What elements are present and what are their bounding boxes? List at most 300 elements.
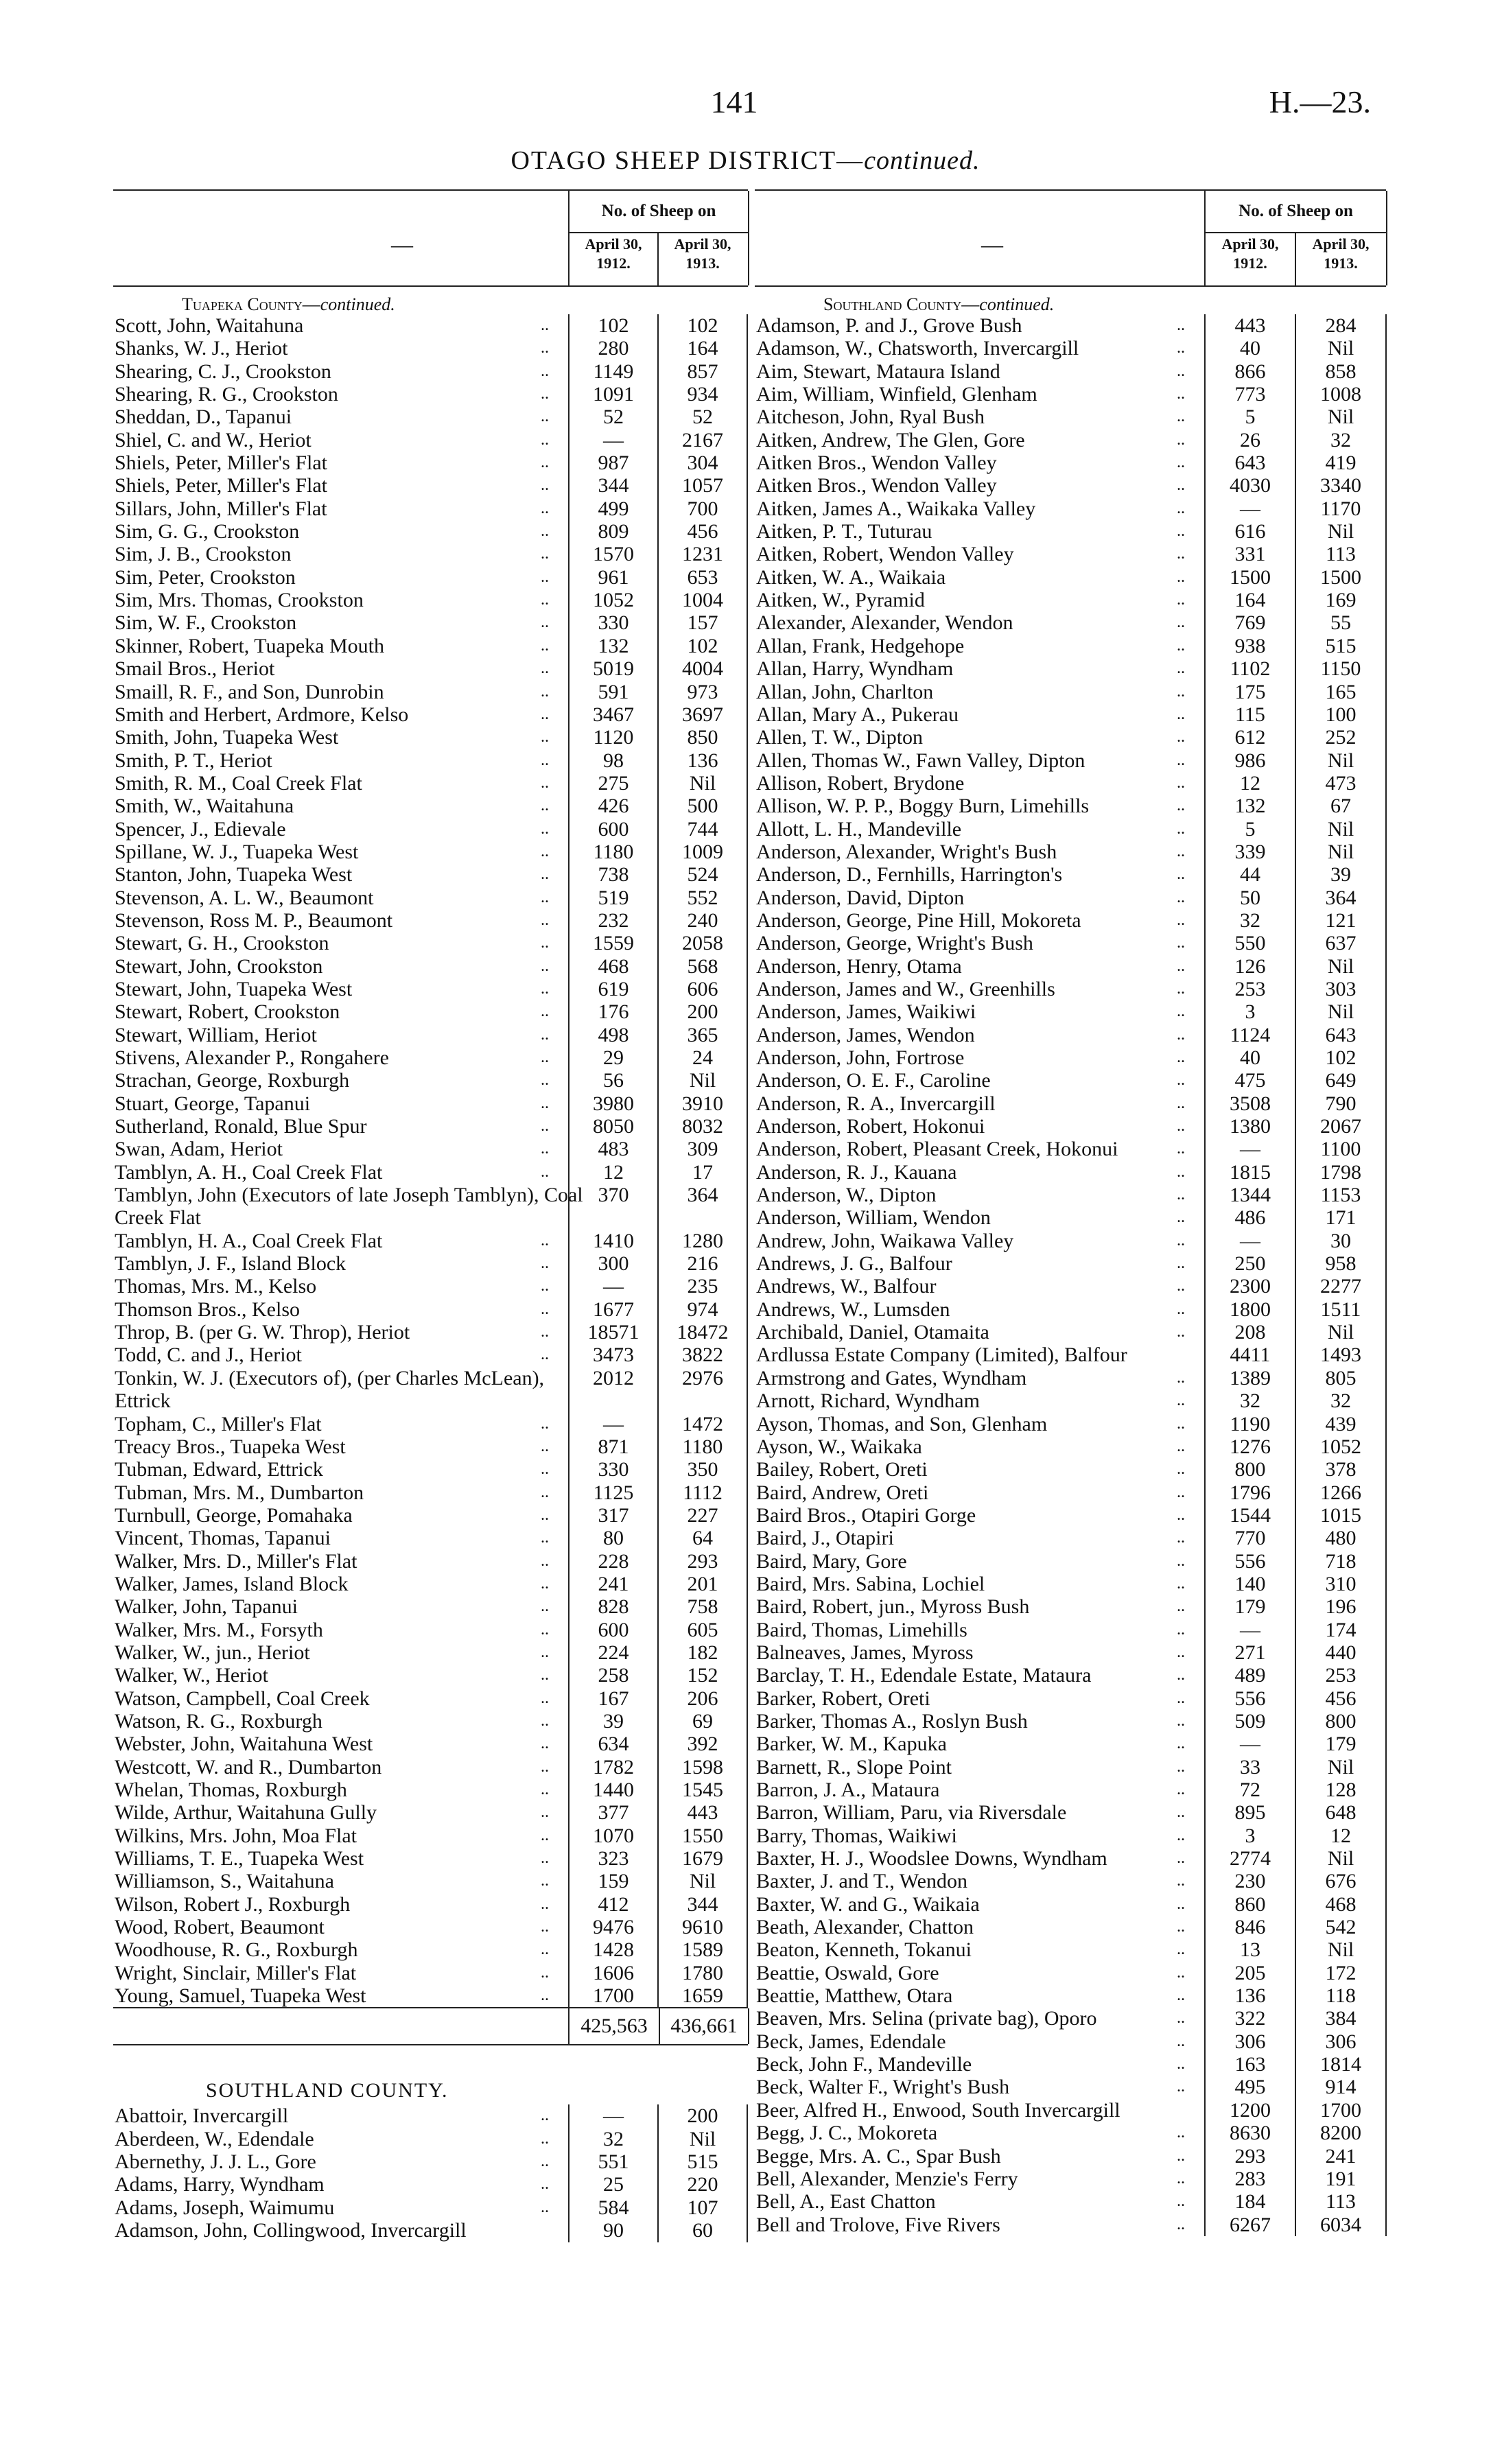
table-row <box>755 1321 1386 1344</box>
group-title: No. of Sheep on <box>1206 191 1386 233</box>
leader-dots: .. <box>1177 1094 1185 1112</box>
table-row <box>755 1756 1386 1779</box>
sheep-1913: 241 <box>1295 2145 1387 2168</box>
leader-dots: .. <box>1177 1277 1185 1295</box>
owner-name: Aberdeen, W., Edendale <box>115 2127 314 2150</box>
sheep-1912: 866 <box>1204 360 1295 383</box>
sheep-1912: 330 <box>568 1458 657 1481</box>
leader-dots: .. <box>541 705 549 723</box>
sheep-1913: Nil <box>1295 749 1387 772</box>
sheep-1913: 39 <box>1295 863 1387 886</box>
sheep-1912: 1428 <box>568 1938 657 1961</box>
owner-name: Barclay, T. H., Edendale Estate, Mataura <box>756 1664 1092 1687</box>
leader-dots: .. <box>1177 1963 1185 1982</box>
sheep-1913: 206 <box>657 1687 748 1710</box>
leader-dots: .. <box>541 430 549 449</box>
sheep-1913: Nil <box>1295 1321 1387 1344</box>
sheep-1912: 3508 <box>1204 1092 1295 1115</box>
owner-name: Andrews, W., Balfour <box>756 1275 937 1298</box>
table-row <box>755 1184 1386 1206</box>
table-row <box>755 1847 1386 1870</box>
sheep-1913: 605 <box>657 1619 748 1641</box>
table-row <box>755 1664 1386 1687</box>
owner-name: Stewart, G. H., Crookston <box>115 932 329 955</box>
sheep-1913: 1057 <box>657 474 748 497</box>
sheep-1912: 556 <box>1204 1550 1295 1573</box>
sheep-1912: 32 <box>568 2128 657 2150</box>
sheep-1913: 515 <box>657 2150 748 2173</box>
sheep-1913: 1500 <box>1295 566 1387 589</box>
table-row <box>113 703 748 726</box>
sheep-1913: 24 <box>657 1046 748 1069</box>
table-row <box>113 474 748 497</box>
section-heading <box>113 287 748 314</box>
table-row <box>755 2053 1386 2076</box>
sheep-1913: 344 <box>657 1893 748 1916</box>
leader-dots: .. <box>541 522 549 541</box>
table-row <box>113 2150 748 2173</box>
sheep-1912: 1677 <box>568 1298 657 1321</box>
table-row <box>113 497 748 520</box>
sheep-1912: 159 <box>568 1870 657 1892</box>
table-row <box>113 1619 748 1641</box>
owner-name: Topham, C., Miller's Flat <box>115 1412 322 1435</box>
sheep-1913: 32 <box>1295 1389 1387 1412</box>
sheep-1912: 486 <box>1204 1206 1295 1229</box>
owner-name: Smith, P. T., Heriot <box>115 749 272 772</box>
leader-dots: .. <box>1177 682 1185 701</box>
owner-name: Begge, Mrs. A. C., Spar Bush <box>756 2144 1001 2168</box>
sheep-1912: 1559 <box>568 932 657 954</box>
sheep-1913: 171 <box>1295 1206 1387 1229</box>
sheep-1912: 3467 <box>568 703 657 726</box>
sheep-1913: 700 <box>657 497 748 520</box>
table-row <box>755 1527 1386 1549</box>
sheep-1913: 118 <box>1295 1984 1387 2007</box>
leader-dots: .. <box>1177 591 1185 609</box>
leader-dots: .. <box>1177 339 1185 357</box>
owner-name: Tamblyn, J. F., Island Block <box>115 1252 347 1276</box>
sheep-1913: 32 <box>1295 429 1387 451</box>
sheep-1912: 339 <box>1204 841 1295 863</box>
leader-dots: .. <box>541 1781 549 1798</box>
leader-dots: .. <box>541 476 549 495</box>
table-row <box>113 1275 748 1298</box>
owner-name: Smith, John, Tuapeka West <box>115 726 339 749</box>
sheep-1912: 306 <box>1204 2030 1295 2053</box>
sheep-1912: 136 <box>1204 1984 1295 2007</box>
sheep-1913: 309 <box>657 1138 748 1160</box>
sheep-1912: 12 <box>1204 772 1295 795</box>
sheep-1913: 113 <box>1295 543 1387 565</box>
sheep-1913: Nil <box>1295 520 1387 543</box>
sheep-1912: 1102 <box>1204 657 1295 680</box>
owner-name: Balneaves, James, Myross <box>756 1641 974 1664</box>
table-row <box>113 383 748 406</box>
table-row <box>113 1893 748 1916</box>
leader-dots: .. <box>1177 2009 1185 2028</box>
right-table-body <box>755 287 1386 2236</box>
leader-dots: .. <box>1177 842 1185 860</box>
sheep-1912: 322 <box>1204 2007 1295 2030</box>
leader-dots: .. <box>541 1574 549 1593</box>
leader-dots: .. <box>541 1505 549 1524</box>
owner-name: Adamson, P. and J., Grove Bush <box>756 314 1022 337</box>
leader-dots: .. <box>1177 1803 1185 1822</box>
col-1913: April 30, 1913. <box>1312 235 1370 272</box>
owner-name: Spillane, W. J., Tuapeka West <box>115 840 359 863</box>
sheep-1912: 258 <box>568 1664 657 1687</box>
sheep-1912: 6267 <box>1204 2214 1295 2236</box>
sheep-1912: 773 <box>1204 383 1295 406</box>
table-row <box>113 1687 748 1710</box>
sheep-1912: — <box>1204 1230 1295 1252</box>
sheep-1913: 914 <box>1295 2076 1387 2098</box>
sheep-1912: 163 <box>1204 2053 1295 2076</box>
owner-name: Barker, Robert, Oreti <box>756 1687 930 1710</box>
table-row <box>755 2214 1386 2236</box>
owner-name: Treacy Bros., Tuapeka West <box>115 1435 346 1458</box>
owner-name: Shiels, Peter, Miller's Flat <box>115 451 328 475</box>
leader-dots: .. <box>1177 1162 1185 1181</box>
owner-name: Bailey, Robert, Oreti <box>756 1458 928 1481</box>
table-row <box>755 1024 1386 1046</box>
owner-name: Beattie, Oswald, Gore <box>756 1961 939 1984</box>
table-row <box>755 2145 1386 2168</box>
sheep-1913: 1472 <box>657 1413 748 1435</box>
sheep-1913: 174 <box>1295 1619 1387 1641</box>
left-column <box>113 189 748 2242</box>
sheep-1913: 235 <box>657 1275 748 1298</box>
leader-dots: .. <box>1177 728 1185 747</box>
table-row <box>113 2128 748 2150</box>
sheep-1913: 3910 <box>657 1092 748 1115</box>
owner-name: Stewart, Robert, Crookston <box>115 1000 340 1024</box>
leader-dots: .. <box>541 797 549 815</box>
table-row <box>755 1870 1386 1892</box>
table-row <box>755 1069 1386 1092</box>
owner-name: Young, Samuel, Tuapeka West <box>115 1984 366 2008</box>
leader-dots: .. <box>541 1117 549 1136</box>
owner-name: Stevenson, A. L. W., Beaumont <box>115 886 374 909</box>
table-row <box>113 1847 748 1870</box>
sheep-1912: 468 <box>568 955 657 978</box>
header-dash: — <box>391 232 413 257</box>
owner-name: Walker, W., Heriot <box>115 1664 268 1687</box>
owner-name: Aim, Stewart, Mataura Island <box>756 360 1000 383</box>
owner-name: Baxter, J. and T., Wendon <box>756 1870 967 1893</box>
section-label: Southland County— <box>823 294 980 314</box>
title-continued: continued. <box>864 146 981 175</box>
sheep-1913: Nil <box>657 772 748 795</box>
owner-name: Swan, Adam, Heriot <box>115 1138 283 1161</box>
sheep-1913: Nil <box>1295 337 1387 360</box>
table-row <box>113 1595 748 1618</box>
table-row <box>755 1893 1386 1916</box>
owner-name: Allan, Mary A., Pukerau <box>756 703 959 726</box>
table-row <box>113 1321 748 1344</box>
sheep-1913: 60 <box>657 2219 748 2242</box>
sheep-1913: 201 <box>657 1573 748 1595</box>
sheep-1912: 938 <box>1204 635 1295 657</box>
leader-dots: .. <box>541 1300 549 1318</box>
owner-name: Baird Bros., Otapiri Gorge <box>756 1503 976 1527</box>
table-row <box>113 1801 748 1824</box>
sheep-1913: 637 <box>1295 932 1387 954</box>
sheep-1913: 1280 <box>657 1230 748 1252</box>
owner-name: Walker, James, Island Block <box>115 1572 349 1595</box>
leader-dots: .. <box>1177 1002 1185 1021</box>
sheep-1912: 283 <box>1204 2168 1295 2190</box>
leader-dots: .. <box>541 1986 549 2005</box>
owner-name: Anderson, Henry, Otama <box>756 954 962 978</box>
table-row <box>755 703 1386 726</box>
owner-name: Anderson, James and W., Greenhills <box>756 977 1055 1000</box>
leader-dots: .. <box>541 842 549 860</box>
leader-dots: .. <box>1177 2078 1185 2096</box>
sheep-1913: 364 <box>1295 887 1387 909</box>
table-row <box>113 1344 748 1366</box>
sheep-1912: 987 <box>568 451 657 474</box>
table-row <box>755 1550 1386 1573</box>
leader-dots: .. <box>541 1963 549 1982</box>
owner-name: Archibald, Daniel, Otamaita <box>756 1321 989 1344</box>
leader-dots: .. <box>541 499 549 517</box>
owner-name: Baird, J., Otapiri <box>756 1527 894 1550</box>
owner-name: Ayson, W., Waikaka <box>756 1435 922 1458</box>
owner-name: Woodhouse, R. G., Roxburgh <box>115 1938 358 1962</box>
sheep-1912: 1440 <box>568 1779 657 1801</box>
table-row <box>755 1733 1386 1755</box>
leader-dots: .. <box>541 728 549 747</box>
table-row <box>755 566 1386 589</box>
sheep-count-group <box>1204 191 1387 285</box>
leader-dots: .. <box>1177 2032 1185 2050</box>
sheep-1912: 52 <box>568 406 657 428</box>
sheep-1913: 172 <box>1295 1962 1387 1984</box>
table-row <box>755 383 1386 406</box>
leader-dots: .. <box>541 1529 549 1547</box>
sheep-1912: 551 <box>568 2150 657 2173</box>
leader-dots: .. <box>1177 1735 1185 1753</box>
leader-dots: .. <box>1177 911 1185 929</box>
owner-name: Wilde, Arthur, Waitahuna Gully <box>115 1801 377 1824</box>
sheep-1913: 1589 <box>657 1938 748 1961</box>
leader-dots: .. <box>541 2175 549 2194</box>
sheep-1912: 443 <box>1204 314 1295 337</box>
owner-name: Stuart, George, Tapanui <box>115 1092 311 1115</box>
sheep-1913: 102 <box>657 635 748 657</box>
sheep-1912: 39 <box>568 1710 657 1733</box>
table-row <box>113 1962 748 1984</box>
sheep-1912: 72 <box>1204 1779 1295 1801</box>
owner-name: Anderson, William, Wendon <box>756 1206 991 1230</box>
leader-dots: .. <box>541 567 549 586</box>
owner-name: Wright, Sinclair, Miller's Flat <box>115 1961 357 1984</box>
owner-name: Beaven, Mrs. Selina (private bag), Oporo <box>756 2007 1097 2030</box>
owner-name: Aitken, James A., Waikaka Valley <box>756 497 1036 520</box>
page-title <box>0 145 1491 176</box>
table-row <box>113 337 748 360</box>
leader-dots: .. <box>541 659 549 678</box>
sheep-1912: 519 <box>568 887 657 909</box>
table-row <box>113 406 748 428</box>
sheep-1913: 1814 <box>1295 2053 1387 2076</box>
table-row <box>755 1206 1386 1229</box>
table-header-right <box>755 189 1386 287</box>
owner-name: Adamson, W., Chatsworth, Invercargill <box>756 337 1079 360</box>
sheep-1912: 961 <box>568 566 657 589</box>
sheep-1912: 4030 <box>1204 474 1295 497</box>
leader-dots: .. <box>1177 1872 1185 1890</box>
owner-name: Barnett, R., Slope Point <box>756 1755 952 1779</box>
sheep-1913: 12 <box>1295 1824 1387 1847</box>
leader-dots: .. <box>541 1414 549 1433</box>
table-row <box>113 1710 748 1733</box>
owner-name: Arnott, Richard, Wyndham <box>756 1389 980 1413</box>
col-1913: April 30, 1913. <box>674 235 731 272</box>
sheep-1913: 169 <box>1295 589 1387 611</box>
table-row <box>113 611 748 634</box>
sheep-1913: 456 <box>1295 1687 1387 1710</box>
owner-name: Andrews, W., Lumsden <box>756 1298 950 1321</box>
leader-dots: .. <box>1177 1208 1185 1227</box>
sheep-1913: 858 <box>1295 360 1387 383</box>
owner-name: Andrew, John, Waikawa Valley <box>756 1229 1014 1252</box>
sheep-1913: Nil <box>1295 1847 1387 1870</box>
table-row <box>755 635 1386 657</box>
owner-name: Scott, John, Waitahuna <box>115 314 304 337</box>
sheep-1913: 606 <box>657 978 748 1000</box>
leader-dots: .. <box>1177 1437 1185 1455</box>
owner-name: Sheddan, D., Tapanui <box>115 406 292 429</box>
leader-dots: .. <box>541 1002 549 1021</box>
sheep-1912: 293 <box>1204 2145 1295 2168</box>
sheep-1913: 64 <box>657 1527 748 1549</box>
table-row <box>755 1138 1386 1160</box>
owner-name: Sim, Peter, Crookston <box>115 565 296 589</box>
sheep-1912: 228 <box>568 1550 657 1573</box>
leader-dots: .. <box>1177 865 1185 884</box>
leader-dots: .. <box>1177 1025 1185 1044</box>
document-code: H.—23. <box>1269 84 1371 119</box>
sheep-1912: 1796 <box>1204 1481 1295 1504</box>
sheep-1912: — <box>568 1413 657 1435</box>
leader-dots: .. <box>541 1254 549 1273</box>
leader-dots: .. <box>541 751 549 769</box>
leader-dots: .. <box>541 316 549 334</box>
sheep-1912: 90 <box>568 2219 657 2242</box>
sheep-1913: 3340 <box>1295 474 1387 497</box>
owner-name: Allan, Harry, Wyndham <box>756 657 954 681</box>
leader-dots: .. <box>541 1094 549 1112</box>
leader-dots: .. <box>541 2129 549 2148</box>
sheep-1912: 1200 <box>1204 2099 1295 2122</box>
sheep-1912: 275 <box>568 772 657 795</box>
table-row <box>755 1938 1386 1961</box>
table-row <box>755 1275 1386 1298</box>
leader-dots: .. <box>541 1025 549 1044</box>
sheep-1913: 1266 <box>1295 1481 1387 1504</box>
table-row <box>113 1115 748 1138</box>
owner-name: Walker, W., jun., Heriot <box>115 1641 310 1664</box>
owner-name: Stanton, John, Tuapeka West <box>115 863 353 887</box>
owner-name: Beck, Walter F., Wright's Bush <box>756 2076 1010 2099</box>
leader-dots: .. <box>1177 316 1185 334</box>
total-1912: 425,563 <box>568 2008 659 2044</box>
sheep-1912: 323 <box>568 1847 657 1870</box>
sheep-1913: 1511 <box>1295 1298 1387 1321</box>
owner-name: Allan, John, Charlton <box>756 680 934 703</box>
owner-name: Wood, Robert, Beaumont <box>115 1916 325 1939</box>
sheep-1913: 419 <box>1295 451 1387 474</box>
sheep-1912: 271 <box>1204 1641 1295 1664</box>
owner-name: Shearing, R. G., Crookston <box>115 383 338 406</box>
leader-dots: .. <box>541 1757 549 1776</box>
owner-name: Anderson, R. J., Kauana <box>756 1160 957 1184</box>
sheep-1912: 1276 <box>1204 1435 1295 1458</box>
sheep-1913: 1052 <box>1295 1435 1387 1458</box>
sheep-1912: 25 <box>568 2173 657 2196</box>
leader-dots: .. <box>541 1849 549 1868</box>
leader-dots: .. <box>1177 1048 1185 1066</box>
leader-dots: .. <box>541 408 549 426</box>
sheep-1913: 1700 <box>1295 2099 1387 2122</box>
leader-dots: .. <box>541 957 549 975</box>
sheep-1913: 1780 <box>657 1962 748 1984</box>
owner-name: Baxter, H. J., Woodslee Downs, Wyndham <box>756 1847 1107 1870</box>
table-row <box>113 543 748 565</box>
leader-dots: .. <box>1177 934 1185 952</box>
section-cont: continued. <box>320 294 395 314</box>
sheep-1913: 1170 <box>1295 497 1387 520</box>
sheep-1912: 18571 <box>568 1321 657 1344</box>
table-row <box>755 818 1386 841</box>
sheep-1913: Nil <box>657 1870 748 1892</box>
table-row <box>113 635 748 657</box>
sheep-1912: 499 <box>568 497 657 520</box>
total-row <box>113 2007 748 2045</box>
leader-dots: .. <box>541 1689 549 1707</box>
owner-name: Aitken Bros., Wendon Valley <box>756 474 997 497</box>
sheep-1913: 220 <box>657 2173 748 2196</box>
sheep-1913: 1008 <box>1295 383 1387 406</box>
leader-dots: .. <box>1177 1574 1185 1593</box>
sheep-1913: Nil <box>1295 406 1387 428</box>
sheep-1913: 718 <box>1295 1550 1387 1573</box>
sheep-1913: 102 <box>657 314 748 337</box>
owner-name: Anderson, R. A., Invercargill <box>756 1092 996 1115</box>
owner-name: Watson, R. G., Roxburgh <box>115 1709 322 1733</box>
sheep-1912: 600 <box>568 1619 657 1641</box>
sheep-1912: 12 <box>568 1161 657 1184</box>
leader-dots: .. <box>541 2152 549 2171</box>
table-row <box>755 1458 1386 1481</box>
sheep-1912: 3980 <box>568 1092 657 1115</box>
leader-dots: .. <box>1177 1368 1185 1387</box>
sheep-1913: 200 <box>657 1000 748 1023</box>
leader-dots: .. <box>541 1894 549 1913</box>
table-row <box>755 726 1386 749</box>
sheep-1912: 1570 <box>568 543 657 565</box>
table-row <box>113 1230 748 1252</box>
table-row <box>755 2030 1386 2053</box>
sheep-1913: 542 <box>1295 1916 1387 1938</box>
leader-dots: .. <box>1177 1505 1185 1524</box>
sheep-1912: 2012 <box>568 1367 657 1413</box>
sheep-1913: Nil <box>1295 1938 1387 1961</box>
leader-dots: .. <box>541 979 549 998</box>
